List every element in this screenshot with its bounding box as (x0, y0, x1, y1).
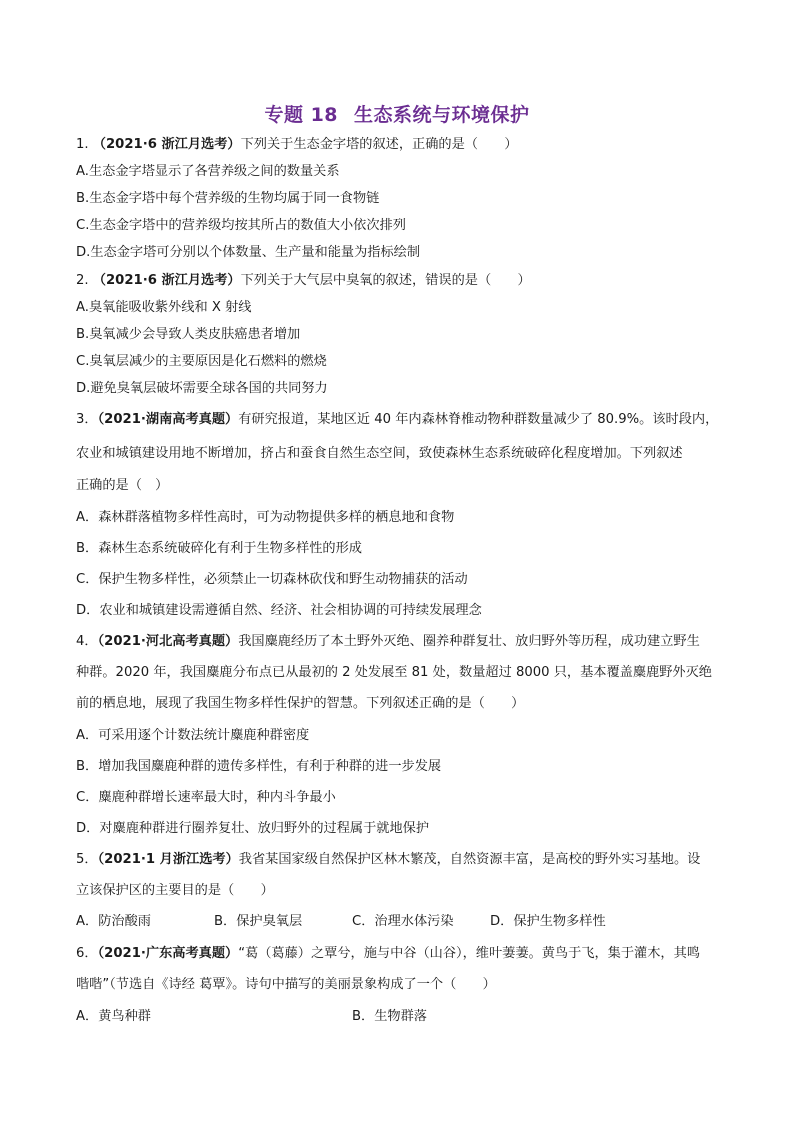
question-2-option-a: A.臭氧能吸收紫外线和 X 射线 (76, 300, 252, 315)
question-1-option-b: B.生态金字塔中每个营养级的生物均属于同一食物链 (76, 191, 380, 206)
question-2-option-c: C.臭氧层减少的主要原因是化石燃料的燃烧 (76, 354, 327, 369)
question-3-stem-line-2: 农业和城镇建设用地不断增加，挤占和蚕食自然生态空间，致使森林生态系统破碎化程度增加。下列叙述 (76, 446, 683, 461)
question-4-stem-line-3: 前的栖息地，展现了我国生物多样性保护的智慧。下列叙述正确的是（ ） (76, 696, 525, 711)
question-2-option-d: D.避免臭氧层破坏需要全球各国的共同努力 (76, 381, 328, 396)
question-6-source: （2021·广东高考真题） (97, 946, 239, 961)
topic-title: 生态系统与环境保护 (354, 104, 530, 126)
topic-number: 专题 18 (264, 104, 339, 126)
question-3-option-d: D．农业和城镇建设需遵循自然、经济、社会相协调的可持续发展理念 (76, 603, 482, 618)
question-4-option-b: B．增加我国麋鹿种群的遗传多样性，有利于种群的进一步发展 (76, 759, 442, 774)
question-5-option-a: A．防治酸雨 (76, 914, 151, 929)
question-1-option-c: C.生态金字塔中的营养级均按其所占的数值大小依次排列 (76, 218, 406, 233)
question-3-option-a: A．森林群落植物多样性高时，可为动物提供多样的栖息地和食物 (76, 510, 455, 525)
page-title (0, 100, 794, 127)
question-2-stem: 2. （2021·6 浙江月选考）下列关于大气层中臭氧的叙述，错误的是（ ） (76, 273, 531, 288)
question-2-option-b: B.臭氧减少会导致人类皮肤癌患者增加 (76, 327, 301, 342)
question-3-source: （2021·湖南高考真题） (97, 412, 239, 427)
question-4-option-c: C．麋鹿种群增长速率最大时，种内斗争最小 (76, 790, 336, 805)
question-3-option-b: B．森林生态系统破碎化有利于生物多样性的形成 (76, 541, 362, 556)
question-4-option-d: D．对麋鹿种群进行圈养复壮、放归野外的过程属于就地保护 (76, 821, 430, 836)
question-6-option-a: A．黄鸟种群 (76, 1009, 151, 1024)
question-5-option-b: B．保护臭氧层 (214, 914, 303, 929)
question-2-source: （2021·6 浙江月选考） (92, 273, 241, 288)
question-5-stem: 5．（2021·1 月浙江选考）我省某国家级自然保护区林木繁茂，自然资源丰富，是高校的野外实习基地。设 (76, 852, 701, 867)
question-5-stem-line-2: 立该保护区的主要目的是（ ） (76, 883, 274, 898)
question-6-option-b: B．生物群落 (352, 1009, 427, 1024)
question-1-option-a: A.生态金字塔显示了各营养级之间的数量关系 (76, 164, 340, 179)
question-1-option-d: D.生态金字塔可分别以个体数量、生产量和能量为指标绘制 (76, 245, 421, 260)
question-4-source: （2021·河北高考真题） (97, 634, 239, 649)
question-4-stem-line-2: 种群。2020 年，我国麋鹿分布点已从最初的 2 处发展至 81 处，数量超过 8000 只，基本覆盖麋鹿野外灭绝 (76, 665, 712, 680)
question-3-stem-line-3: 正确的是（ ） (76, 478, 169, 493)
question-5-source: （2021·1 月浙江选考） (97, 852, 239, 867)
question-5-option-c: C．治理水体污染 (352, 914, 454, 929)
question-5-option-d: D．保护生物多样性 (490, 914, 606, 929)
question-1-stem: 1. （2021·6 浙江月选考）下列关于生态金字塔的叙述，正确的是（ ） (76, 137, 518, 152)
question-4-option-a: A．可采用逐个计数法统计麋鹿种群密度 (76, 728, 310, 743)
question-3-option-c: C．保护生物多样性，必须禁止一切森林砍伐和野生动物捕获的活动 (76, 572, 468, 587)
question-6-stem-line-2: 喈喈”（节选自《诗经 葛覃》。诗句中描写的美丽景象构成了一个（ ） (76, 977, 496, 992)
question-4-stem: 4．（2021·河北高考真题）我国麋鹿经历了本土野外灭绝、圈养种群复壮、放归野外等历程，成功建立野生 (76, 634, 700, 649)
question-3-stem: 3．（2021·湖南高考真题）有研究报道，某地区近 40 年内森林脊椎动物种群数量减少了 80.9%。该时段内， (76, 412, 719, 427)
question-1-source: （2021·6 浙江月选考） (92, 137, 241, 152)
question-6-stem: 6．（2021·广东高考真题）“葛（葛藤）之覃兮，施与中谷（山谷），维叶萋萋。黄鸟于飞，集于灌木，其鸣 (76, 946, 700, 961)
